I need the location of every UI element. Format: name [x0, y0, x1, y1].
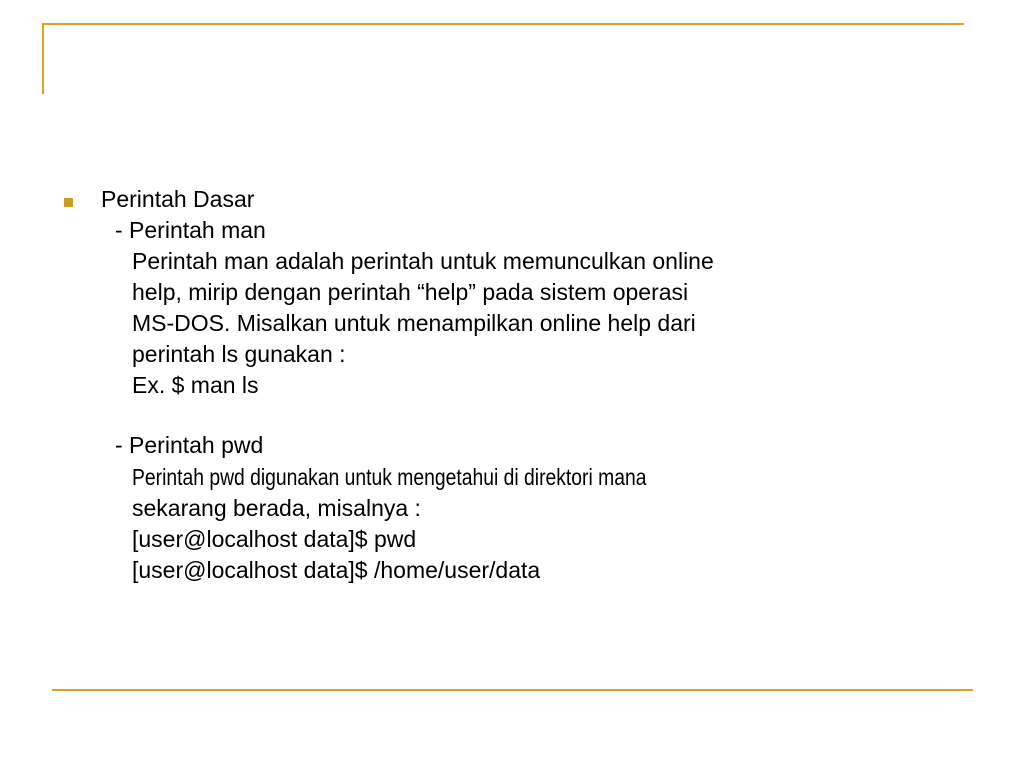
- man-line: help, mirip dengan perintah “help” pada sistem operasi: [132, 279, 689, 305]
- pwd-line: [132, 462, 744, 492]
- man-example: Ex. $ man ls: [132, 372, 259, 398]
- man-line: Perintah man adalah perintah untuk memunculkan online: [132, 248, 714, 274]
- man-line: perintah ls gunakan :: [132, 341, 346, 367]
- man-line: MS-DOS. Misalkan untuk menampilkan online help dari: [132, 310, 696, 336]
- pwd-heading: - Perintah pwd: [115, 432, 264, 458]
- pwd-example: [user@localhost data]$ /home/user/data: [132, 557, 541, 583]
- pwd-example: [user@localhost data]$ pwd: [132, 526, 417, 552]
- pwd-line: sekarang berada, misalnya :: [132, 495, 421, 521]
- square-bullet-icon: [64, 198, 73, 207]
- bullet-title: Perintah Dasar: [101, 186, 255, 212]
- man-heading: - Perintah man: [115, 217, 266, 243]
- pwd-line-text: Perintah pwd digunakan untuk mengetahui di direktori mana: [132, 464, 647, 490]
